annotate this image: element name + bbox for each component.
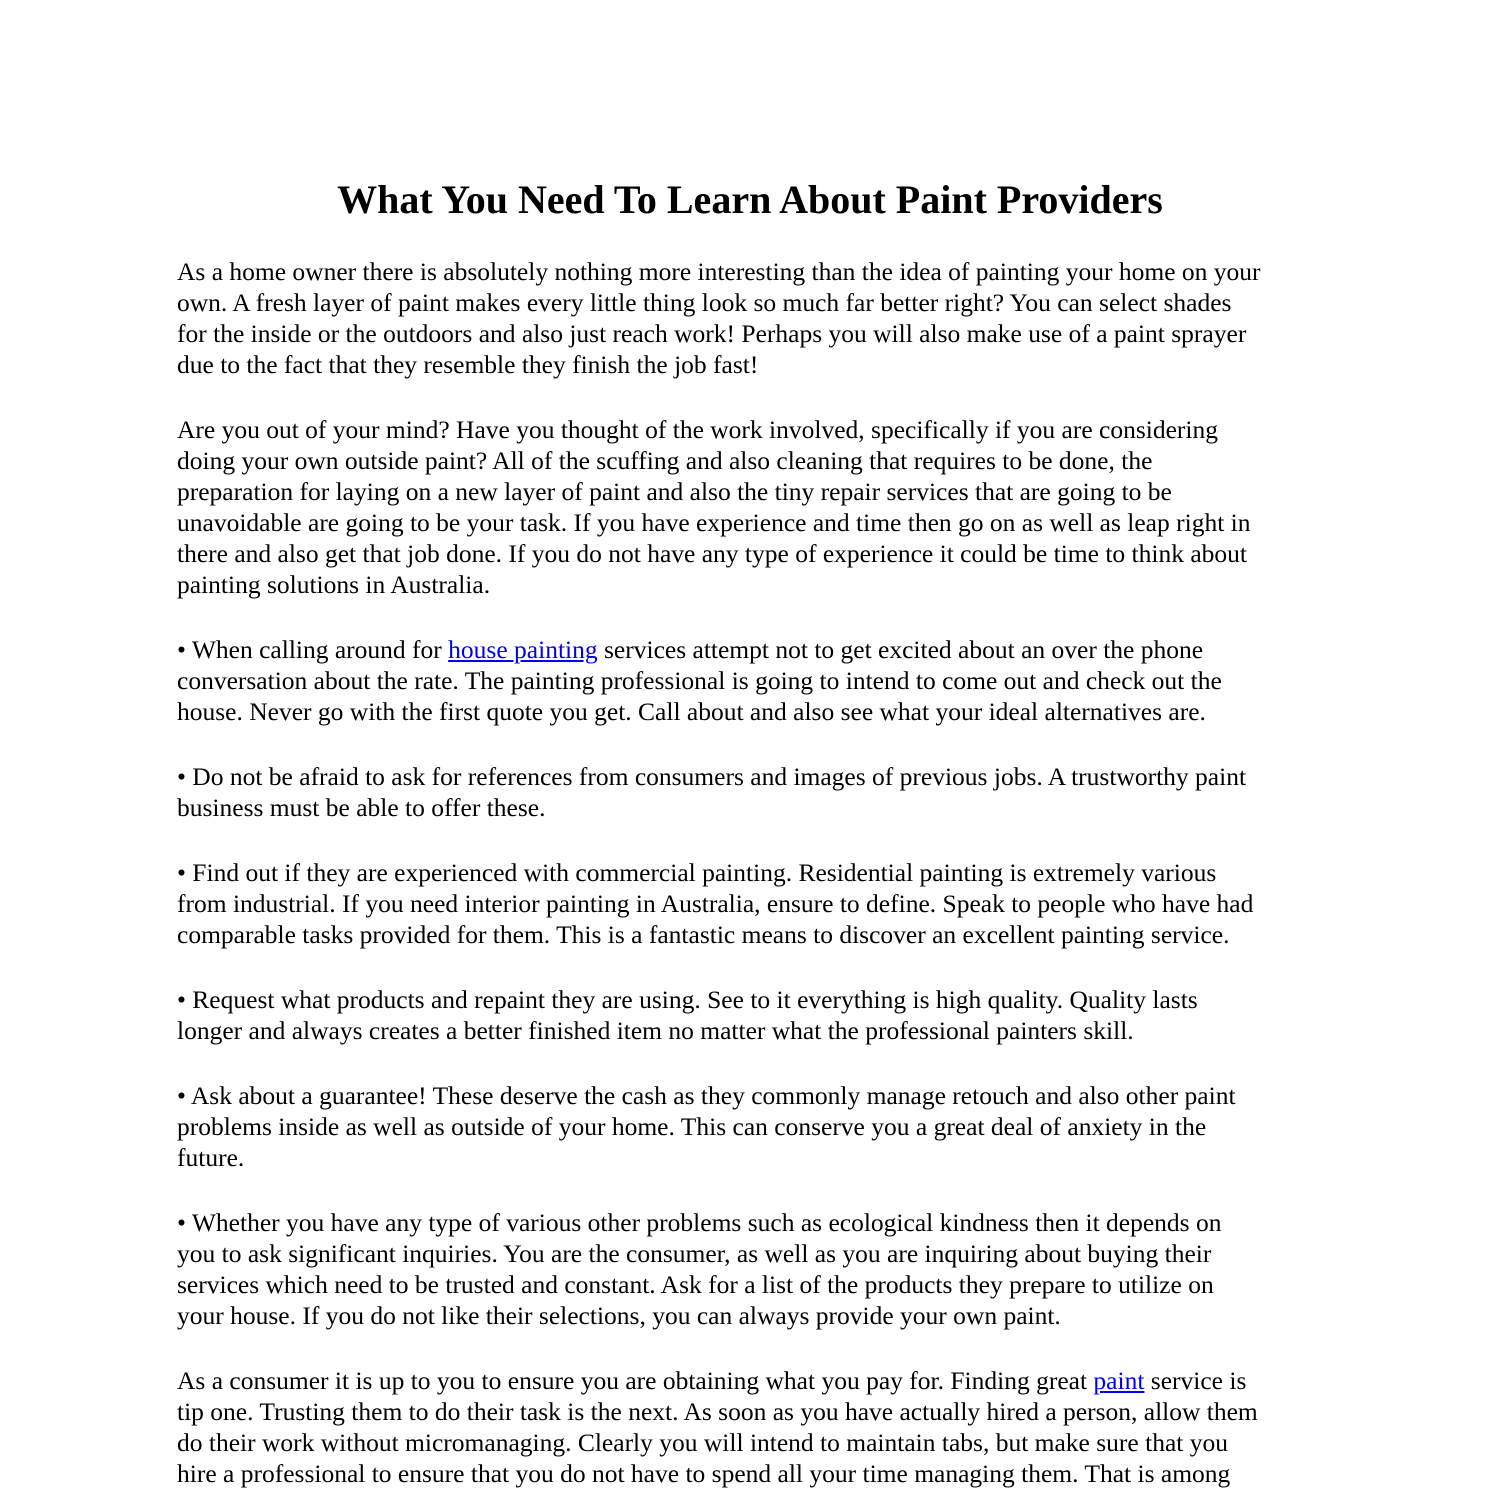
paragraph-intro: [177, 256, 1337, 380]
text-line: your house. If you do not like their selections, you can always provide your own paint.: [177, 1301, 1061, 1330]
text-line: doing your own outside paint? All of the scuffing and also cleaning that requires to be done, the: [177, 446, 1153, 475]
bullet-guarantee: [177, 1080, 1337, 1173]
text-line: future.: [177, 1143, 245, 1172]
text-line: you to ask significant inquiries. You are the consumer, as well as you are inquiring about buying their: [177, 1239, 1212, 1268]
document-title: What You Need To Learn About Paint Providers: [337, 177, 1163, 222]
text-line: unavoidable are going to be your task. If you have experience and time then go on as well as leap right in: [177, 508, 1251, 537]
text-segment: services attempt not to get excited about an over the phone: [597, 635, 1204, 664]
text-line: • Ask about a guarantee! These deserve the cash as they commonly manage retouch and also other paint: [177, 1081, 1236, 1110]
bullet-other-problems: [177, 1207, 1337, 1331]
paragraph-conclusion: [177, 1365, 1337, 1489]
paint-link[interactable]: paint: [1093, 1366, 1145, 1395]
text-line: • Whether you have any type of various other problems such as ecological kindness then it depends on: [177, 1208, 1222, 1237]
bullet-commercial-painting: [177, 857, 1337, 950]
text-line: for the inside or the outdoors and also just reach work! Perhaps you will also make use of a paint sprayer: [177, 319, 1247, 348]
text-line: business must be able to offer these.: [177, 793, 546, 822]
text-line: comparable tasks provided for them. This is a fantastic means to discover an excellent painting service.: [177, 920, 1230, 949]
text-line: [177, 1365, 1337, 1396]
text-line: conversation about the rate. The painting professional is going to intend to come out and check out the: [177, 666, 1222, 695]
text-line: own. A fresh layer of paint makes every little thing look so much far better right? You can select shades: [177, 288, 1232, 317]
text-line: preparation for laying on a new layer of paint and also the tiny repair services that are going to be: [177, 477, 1172, 506]
text-line: due to the fact that they resemble they finish the job fast!: [177, 350, 759, 379]
text-line: As a home owner there is absolutely nothing more interesting than the idea of painting your home on your: [177, 257, 1261, 286]
text-line: • Request what products and repaint they are using. See to it everything is high quality. Quality lasts: [177, 985, 1198, 1014]
text-line: do their work without micromanaging. Clearly you will intend to maintain tabs, but make sure that you: [177, 1428, 1228, 1457]
text-segment: As a consumer it is up to you to ensure you are obtaining what you pay for. Finding great: [177, 1366, 1094, 1395]
text-line: services which need to be trusted and constant. Ask for a list of the products they prepare to utilize on: [177, 1270, 1214, 1299]
text-line: • Find out if they are experienced with commercial painting. Residential painting is extremely various: [177, 858, 1217, 887]
house-painting-link[interactable]: house painting: [448, 635, 598, 664]
text-line: problems inside as well as outside of your home. This can conserve you a great deal of anxiety in the: [177, 1112, 1207, 1141]
text-line: house. Never go with the first quote you get. Call about and also see what your ideal alternatives are.: [177, 697, 1206, 726]
text-line: longer and always creates a better finished item no matter what the professional painters skill.: [177, 1016, 1134, 1045]
text-line: • Do not be afraid to ask for references from consumers and images of previous jobs. A trustworthy paint: [177, 762, 1247, 791]
text-segment: • When calling around for: [177, 635, 449, 664]
text-line: hire a professional to ensure that you do not have to spend all your time managing them. That is among: [177, 1459, 1231, 1488]
text-line: tip one. Trusting them to do their task is the next. As soon as you have actually hired a person, allow them: [177, 1397, 1258, 1426]
text-line: there and also get that job done. If you do not have any type of experience it could be time to think about: [177, 539, 1247, 568]
paragraph-considerations: [177, 414, 1337, 600]
text-segment: service is: [1144, 1366, 1247, 1395]
text-line: from industrial. If you need interior painting in Australia, ensure to define. Speak to people who have had: [177, 889, 1254, 918]
document-body: [177, 256, 1337, 1500]
text-line: painting solutions in Australia.: [177, 570, 491, 599]
text-line: [177, 634, 1337, 665]
bullet-references: [177, 761, 1337, 823]
bullet-products-quality: [177, 984, 1337, 1046]
text-line: Are you out of your mind? Have you thought of the work involved, specifically if you are considering: [177, 415, 1218, 444]
bullet-calling-around: [177, 634, 1337, 727]
